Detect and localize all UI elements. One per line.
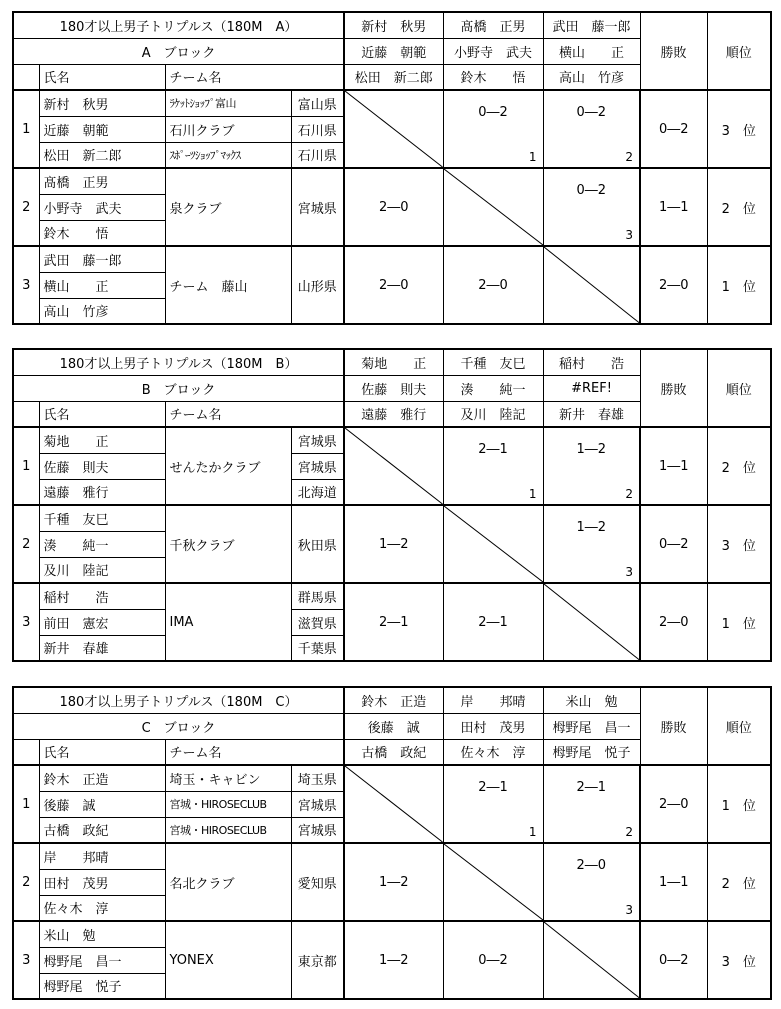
match-result: 1―2 [344,843,443,921]
block-c [12,686,770,1000]
player-name: 佐々木 淳 [39,895,165,921]
name-header: 氏名 [39,739,165,765]
prefecture: 東京都 [291,921,344,999]
prefecture: 宮城県 [291,791,344,817]
col-header-player: 湊 純一 [443,375,543,401]
winloss-header: 勝敗 [640,12,707,90]
name-header: 氏名 [39,64,165,90]
team-number: 3 [13,921,39,999]
col-header-player: 栂野尾 昌一 [543,713,640,739]
player-name: 武田 藤一郎 [39,246,165,272]
player-name: 髙橋 正男 [39,168,165,194]
block-b [12,348,770,662]
rank-value: 3 位 [707,90,771,168]
col-header-player: 後藤 誠 [344,713,443,739]
match-result: 2―1 1 [443,765,543,843]
winloss-value: 0―2 [640,505,707,583]
team-number: 1 [13,427,39,505]
col-header-player: 横山 正 [543,38,640,64]
rank-value: 3 位 [707,921,771,999]
team-header: チーム名 [165,401,344,427]
player-name: 栂野尾 昌一 [39,947,165,973]
col-header-player: 遠藤 雅行 [344,401,443,427]
club-name: 石川クラブ [165,116,291,142]
prefecture: 石川県 [291,116,344,142]
self-match-cell [443,843,543,921]
match-result: 1―2 [344,921,443,999]
league-table [12,686,772,1000]
block-label: B ブロック [13,375,344,401]
team-number: 3 [13,246,39,324]
col-header-player: 栂野尾 悦子 [543,739,640,765]
club-name: IMA [165,583,291,661]
prefecture: 富山県 [291,90,344,116]
rank-value: 1 位 [707,765,771,843]
col-header-player: 佐々木 淳 [443,739,543,765]
league-table [12,348,772,662]
match-result: 1―2 2 [543,427,640,505]
match-result: 2―0 [344,168,443,246]
prefecture: 群馬県 [291,583,344,609]
player-name: 及川 陸記 [39,557,165,583]
player-name: 前田 憲宏 [39,609,165,635]
player-name: 米山 勉 [39,921,165,947]
player-name: 菊地 正 [39,427,165,453]
col-header-player: 千種 友巳 [443,349,543,375]
club-name: 宮城・HIROSECLUB [165,817,291,843]
col-header-player: 小野寺 武夫 [443,38,543,64]
winloss-value: 1―1 [640,843,707,921]
prefecture: 愛知県 [291,843,344,921]
rank-header: 順位 [707,12,771,90]
col-header-player: 及川 陸記 [443,401,543,427]
col-header-player: 佐藤 則夫 [344,375,443,401]
team-number: 2 [13,843,39,921]
col-header-player: 岸 邦晴 [443,687,543,713]
self-match-cell [543,583,640,661]
col-header-player: 鈴木 悟 [443,64,543,90]
match-result: 2―1 2 [543,765,640,843]
team-header: チーム名 [165,739,344,765]
block-label: A ブロック [13,38,344,64]
league-table [12,11,772,325]
prefecture: 宮城県 [291,427,344,453]
rank-value: 1 位 [707,246,771,324]
winloss-value: 0―2 [640,921,707,999]
no-header [13,64,39,90]
winloss-header: 勝敗 [640,687,707,765]
block-a [12,11,770,325]
player-name: 古橋 政紀 [39,817,165,843]
winloss-value: 2―0 [640,246,707,324]
club-name: 泉クラブ [165,168,291,246]
match-result: 1―2 3 [543,505,640,583]
block-title: 180才以上男子トリプルス（180M A） [13,12,344,38]
player-name: 千種 友巳 [39,505,165,531]
player-name: 横山 正 [39,272,165,298]
prefecture: 宮城県 [291,817,344,843]
col-header-player: 菊地 正 [344,349,443,375]
match-result: 2―0 [344,246,443,324]
rank-value: 2 位 [707,427,771,505]
rank-value: 3 位 [707,505,771,583]
prefecture: 滋賀県 [291,609,344,635]
col-header-player: 髙橋 正男 [443,12,543,38]
winloss-header: 勝敗 [640,349,707,427]
club-name: YONEX [165,921,291,999]
winloss-value: 2―0 [640,583,707,661]
match-result: 2―0 [443,246,543,324]
winloss-value: 2―0 [640,765,707,843]
rank-header: 順位 [707,687,771,765]
no-header [13,739,39,765]
col-header-player: 近藤 朝範 [344,38,443,64]
player-name: 鈴木 悟 [39,220,165,246]
club-name: ｽﾎﾟｰﾂｼｮｯﾌﾟﾏｯｸｽ [165,142,291,168]
self-match-cell [344,765,443,843]
team-number: 1 [13,90,39,168]
no-header [13,401,39,427]
self-match-cell [344,90,443,168]
player-name: 松田 新二郎 [39,142,165,168]
block-title: 180才以上男子トリプルス（180M C） [13,687,344,713]
prefecture: 千葉県 [291,635,344,661]
block-label: C ブロック [13,713,344,739]
col-header-player: #REF! [543,375,640,401]
col-header-player: 武田 藤一郎 [543,12,640,38]
prefecture: 山形県 [291,246,344,324]
player-name: 栂野尾 悦子 [39,973,165,999]
match-result: 1―2 [344,505,443,583]
player-name: 新井 春雄 [39,635,165,661]
match-result: 0―2 3 [543,168,640,246]
player-name: 湊 純一 [39,531,165,557]
winloss-value: 1―1 [640,168,707,246]
player-name: 近藤 朝範 [39,116,165,142]
team-number: 1 [13,765,39,843]
rank-value: 1 位 [707,583,771,661]
match-result: 0―2 [443,921,543,999]
prefecture: 北海道 [291,479,344,505]
match-result: 2―1 [443,583,543,661]
player-name: 遠藤 雅行 [39,479,165,505]
club-name: せんたかクラブ [165,427,291,505]
club-name: 宮城・HIROSECLUB [165,791,291,817]
col-header-player: 新井 春雄 [543,401,640,427]
player-name: 岸 邦晴 [39,843,165,869]
match-result: 2―1 [344,583,443,661]
rank-value: 2 位 [707,843,771,921]
player-name: 田村 茂男 [39,869,165,895]
col-header-player: 米山 勉 [543,687,640,713]
self-match-cell [443,505,543,583]
player-name: 稲村 浩 [39,583,165,609]
player-name: 後藤 誠 [39,791,165,817]
col-header-player: 鈴木 正造 [344,687,443,713]
winloss-value: 1―1 [640,427,707,505]
rank-header: 順位 [707,349,771,427]
prefecture: 秋田県 [291,505,344,583]
match-result: 2―0 3 [543,843,640,921]
self-match-cell [344,427,443,505]
player-name: 佐藤 則夫 [39,453,165,479]
col-header-player: 松田 新二郎 [344,64,443,90]
name-header: 氏名 [39,401,165,427]
prefecture: 石川県 [291,142,344,168]
match-result: 0―2 1 [443,90,543,168]
prefecture: 宮城県 [291,168,344,246]
col-header-player: 高山 竹彦 [543,64,640,90]
team-number: 3 [13,583,39,661]
prefecture: 宮城県 [291,453,344,479]
col-header-player: 稲村 浩 [543,349,640,375]
match-result: 2―1 1 [443,427,543,505]
col-header-player: 新村 秋男 [344,12,443,38]
club-name: 名北クラブ [165,843,291,921]
col-header-player: 古橋 政紀 [344,739,443,765]
club-name: チーム 藤山 [165,246,291,324]
team-header: チーム名 [165,64,344,90]
player-name: 新村 秋男 [39,90,165,116]
team-number: 2 [13,505,39,583]
self-match-cell [543,921,640,999]
rank-value: 2 位 [707,168,771,246]
club-name: 埼玉・キャビン [165,765,291,791]
winloss-value: 0―2 [640,90,707,168]
match-result: 0―2 2 [543,90,640,168]
block-title: 180才以上男子トリプルス（180M B） [13,349,344,375]
player-name: 鈴木 正造 [39,765,165,791]
team-number: 2 [13,168,39,246]
player-name: 高山 竹彦 [39,298,165,324]
player-name: 小野寺 武夫 [39,194,165,220]
self-match-cell [443,168,543,246]
club-name: ﾗｹｯﾄｼｮｯﾌﾟ富山 [165,90,291,116]
club-name: 千秋クラブ [165,505,291,583]
col-header-player: 田村 茂男 [443,713,543,739]
self-match-cell [543,246,640,324]
prefecture: 埼玉県 [291,765,344,791]
